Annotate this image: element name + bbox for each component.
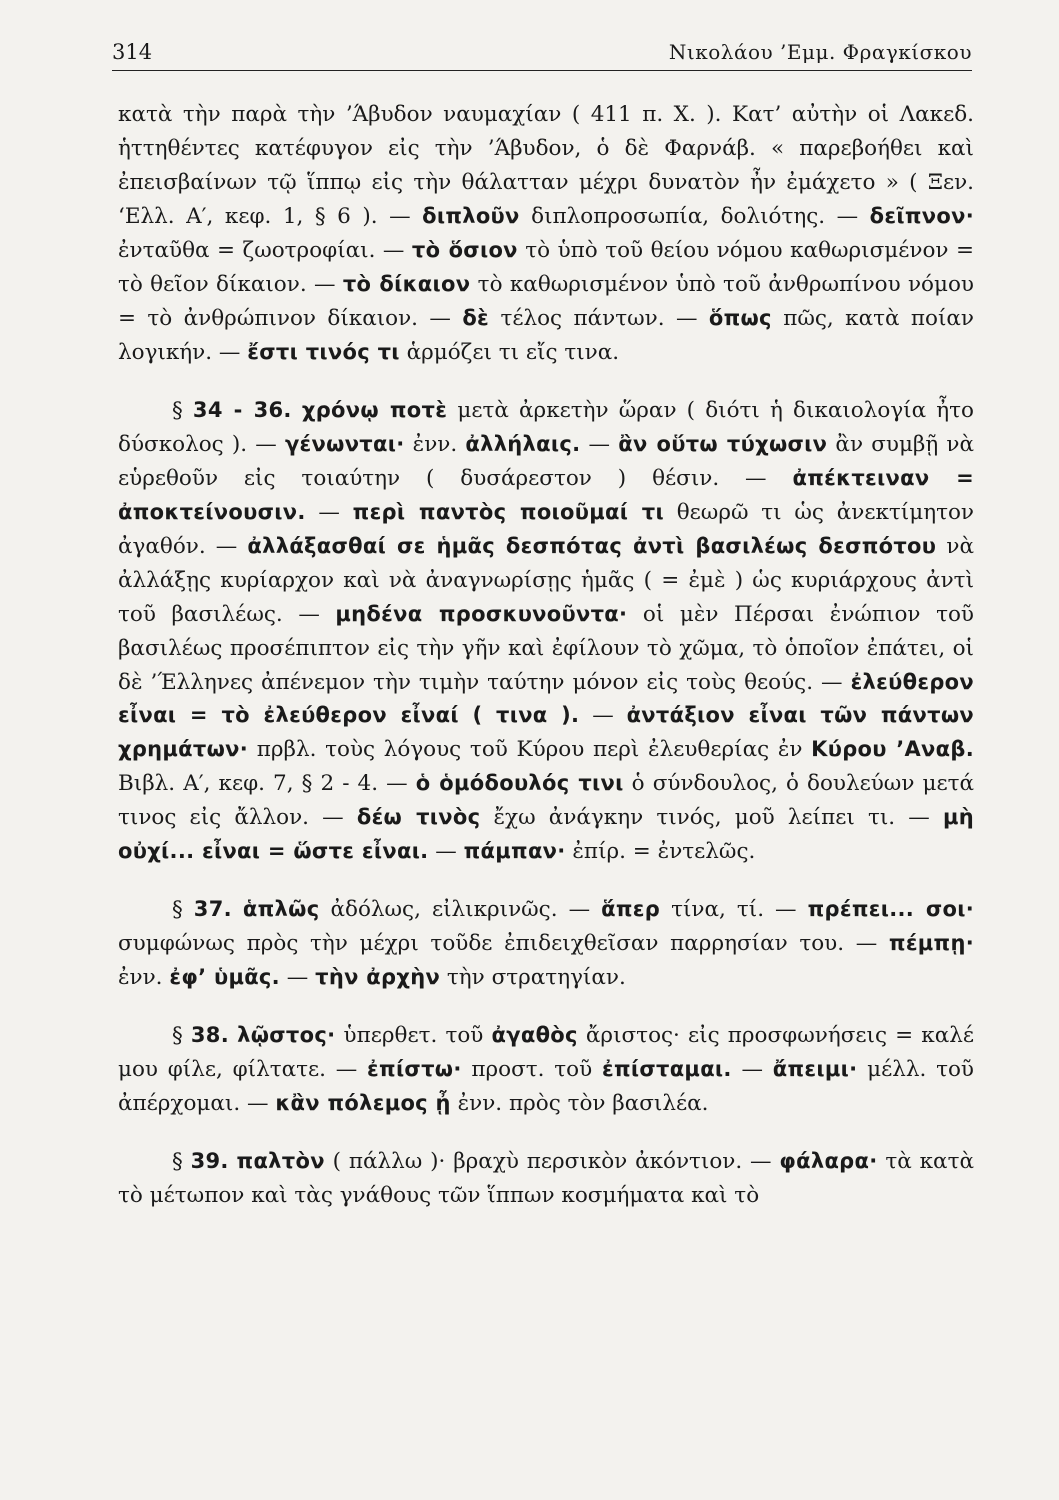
- gloss-text: ἔχω ἀνάγκην τινός, μοῦ λείπει τι. —: [480, 805, 943, 831]
- running-title: Νικολάου ’Εμμ. Φραγκίσκου: [668, 40, 972, 64]
- gloss-text: —: [580, 431, 619, 457]
- lemma-term: ὅπως: [708, 305, 772, 330]
- gloss-text: §: [172, 1149, 191, 1175]
- paragraph-1: [118, 98, 974, 370]
- gloss-text: §: [172, 397, 193, 423]
- gloss-text: τὴν στρατηγίαν.: [440, 965, 626, 991]
- gloss-text: μέλλ. τοῦ ἀπέρχομαι. —: [118, 1057, 975, 1117]
- lemma-term: περὶ παντὸς ποιοῦμαί τι: [352, 499, 664, 524]
- lemma-term: γένωνται·: [284, 431, 405, 456]
- lemma-term: δὲ: [462, 305, 490, 330]
- lemma-term: λῷστος·: [237, 1023, 336, 1048]
- gloss-text: [292, 398, 302, 423]
- gloss-text: ἀδόλως, εἰλικρινῶς. —: [319, 897, 602, 923]
- lemma-term: ἅπερ: [601, 897, 661, 922]
- gloss-text: ἁρμόζει τι εἴς τινα.: [399, 339, 620, 365]
- lemma-term: μηδένα προσκυνοῦντα·: [335, 601, 628, 626]
- lemma-term: πρέπει... σοι·: [807, 897, 974, 922]
- lemma-term: ἄπειμι·: [772, 1057, 858, 1082]
- lemma-term: ἀλλάξασθαί σε ἡμᾶς δεσπότας ἀντὶ βασιλέως δεσπότου: [247, 533, 937, 558]
- lemma-term: τὸ δίκαιον: [342, 271, 471, 296]
- gloss-text: πῶς, κατὰ ποίαν λογικήν. —: [118, 305, 974, 365]
- paragraph-39: [118, 1145, 974, 1213]
- gloss-text: τὸ καθωρισμένον ὑπὸ τοῦ ἀνθρωπίνου νόμου = τὸ ἀνθρώπινον δίκαιον. —: [118, 271, 974, 331]
- gloss-text: ἐνν. πρὸς τὸν βασιλέα.: [450, 1091, 709, 1117]
- gloss-text: [229, 1023, 237, 1048]
- gloss-text: ἐπίρ. = ἐντελῶς.: [565, 839, 756, 865]
- lemma-term: πάμπαν·: [463, 839, 566, 864]
- gloss-text: §: [172, 897, 194, 923]
- gloss-text: συμφώνως πρὸς τὴν μέχρι τοῦδε ἐπιδειχθεῖσαν παρρησίαν του. —: [118, 931, 889, 957]
- lemma-term: Κύρου ’Αναβ.: [811, 737, 974, 762]
- gloss-text: —: [579, 703, 627, 729]
- gloss-text: Βιβλ. Α′, κεφ. 7, § 2 - 4. —: [118, 771, 416, 797]
- lemma-term: κἂν πόλεμος ᾖ: [275, 1091, 451, 1116]
- gloss-text: τὸ ὑπὸ τοῦ θείου νόμου καθωρισμένον = τὸ θεῖον δίκαιον. —: [118, 237, 974, 297]
- gloss-text: τὰ κατὰ τὸ μέτωπον καὶ τὰς γνάθους τῶν ἵππων κοσμήματα καὶ τὸ: [118, 1149, 974, 1209]
- lemma-term: ἀντάξιον εἶναι τῶν πάντων χρημάτων·: [118, 703, 974, 762]
- lemma-term: τὸ ὅσιον: [411, 237, 518, 262]
- gloss-text: προστ. τοῦ: [461, 1057, 602, 1083]
- lemma-term: ἀπέκτειναν = ἀποκτείνουσιν.: [118, 465, 974, 524]
- gloss-text: ἂν συμβῇ νὰ εὑρεθοῦν εἰς τοιαύτην ( δυσάρεστον ) θέσιν. —: [118, 431, 974, 491]
- gloss-text: [232, 897, 243, 922]
- lemma-term: ἐπίστω·: [367, 1057, 462, 1082]
- lemma-term: ἐπίσταμαι.: [601, 1057, 732, 1082]
- gloss-text: ἐνν.: [404, 431, 466, 457]
- gloss-text: μετὰ ἀρκετὴν ὥραν ( διότι ἡ δικαιολογία ἦτο δύσκολος ). —: [118, 397, 974, 457]
- paragraph-38: [118, 1019, 974, 1121]
- gloss-text: —: [428, 839, 464, 865]
- page-number: 314: [112, 40, 153, 64]
- gloss-text: [229, 1149, 237, 1174]
- gloss-text: —: [279, 965, 316, 991]
- lemma-term: πέμπῃ·: [888, 931, 974, 956]
- lemma-term: φάλαρα·: [779, 1149, 878, 1174]
- lemma-term: ἀλλήλαις.: [465, 431, 581, 456]
- lemma-term: ἐφ’ ὑμᾶς.: [169, 965, 280, 990]
- lemma-term: διπλοῦν: [422, 203, 520, 228]
- lemma-term: δέω τινὸς: [356, 805, 481, 830]
- page-header: [112, 30, 972, 71]
- gloss-text: —: [731, 1057, 773, 1083]
- gloss-text: νὰ ἀλλάξῃς κυρίαρχον καὶ νὰ ἀναγνωρίσῃς ἡμᾶς ( = ἐμὲ ) ὡς κυριάρχους ἀντὶ τοῦ βασιλέως. —: [118, 533, 974, 627]
- gloss-text: οἱ μὲν Πέρσαι ἐνώπιον τοῦ βασιλέως προσέπιπτον εἰς τὴν γῆν καὶ ἐφίλουν τὸ χῶμα, τὸ ὁποῖον ἐπάτει, οἱ δὲ ’Έλληνες ἀπένεμον τὴν τιμὴν ταύτην μόνον εἰς τοὺς θεούς. —: [118, 601, 974, 695]
- lemma-term: χρόνῳ ποτὲ: [301, 397, 448, 422]
- lemma-term: 34 - 36.: [192, 397, 292, 422]
- gloss-text: θεωρῶ τι ὡς ἀνεκτίμητον ἀγαθόν. —: [118, 499, 974, 559]
- lemma-term: ἐλεύθερον εἶναι = τὸ ἐλεύθερον εἶναί ( τινα ).: [118, 669, 974, 728]
- paragraph-37: [118, 893, 974, 995]
- lemma-term: παλτὸν: [236, 1149, 325, 1174]
- lemma-term: ἀγαθὸς: [491, 1023, 578, 1048]
- paragraph-34-36: [118, 394, 974, 870]
- gloss-text: ( πάλλω )· βραχὺ περσικὸν ἀκόντιον. —: [324, 1149, 780, 1175]
- gloss-text: ἐνταῦθα = ζωοτροφίαι. —: [118, 237, 412, 263]
- gloss-text: διπλοπροσωπία, δολιότης. —: [519, 203, 870, 229]
- gloss-text: ἄριστος· εἰς προσφωνήσεις = καλέ μου φίλε, φίλτατε. —: [118, 1023, 974, 1083]
- lemma-term: 37.: [193, 897, 232, 922]
- lemma-term: ἁπλῶς: [242, 897, 320, 922]
- gloss-text: ἐνν.: [118, 965, 170, 991]
- gloss-text: ὁ σύνδουλος, ὁ δουλεύων μετά τινος εἰς ἄλλον. —: [118, 771, 974, 831]
- body-text: [118, 98, 974, 1237]
- gloss-text: πρβλ. τοὺς λόγους τοῦ Κύρου περὶ ἐλευθερίας ἐν: [248, 737, 812, 763]
- lemma-term: μὴ οὐχί... εἶναι = ὥστε εἶναι.: [118, 805, 974, 864]
- lemma-term: ὁ ὁμόδουλός τινι: [415, 771, 624, 796]
- gloss-text: κατὰ τὴν παρὰ τὴν ’Άβυδον ναυμαχίαν ( 411 π. Χ. ). Κατ’ αὐτὴν οἱ Λακεδ. ἡττηθέντες κατέφυγον εἰς τὴν ’Άβυδον, ὁ δὲ Φαρνάβ. « παρεβοήθει καὶ ἐπεισβαίνων τῷ ἵππῳ εἰς τὴν θάλατταν μέχρι δυνατὸν ἦν ἐμάχετο » ( Ξεν. ‘Ελλ. Α′, κεφ. 1, § 6 ). —: [118, 102, 974, 229]
- gloss-text: τίνα, τί. —: [660, 897, 808, 923]
- lemma-term: ἔστι τινός τι: [247, 339, 400, 364]
- lemma-term: τὴν ἀρχὴν: [315, 965, 441, 990]
- gloss-text: —: [305, 499, 353, 525]
- gloss-text: §: [172, 1023, 191, 1049]
- lemma-term: δεῖπνον·: [869, 203, 974, 228]
- lemma-term: 39.: [190, 1149, 229, 1174]
- lemma-term: 38.: [190, 1023, 229, 1048]
- gloss-text: τέλος πάντων. —: [489, 305, 709, 331]
- lemma-term: ἂν οὕτω τύχωσιν: [618, 431, 828, 456]
- gloss-text: ὑπερθετ. τοῦ: [335, 1023, 492, 1049]
